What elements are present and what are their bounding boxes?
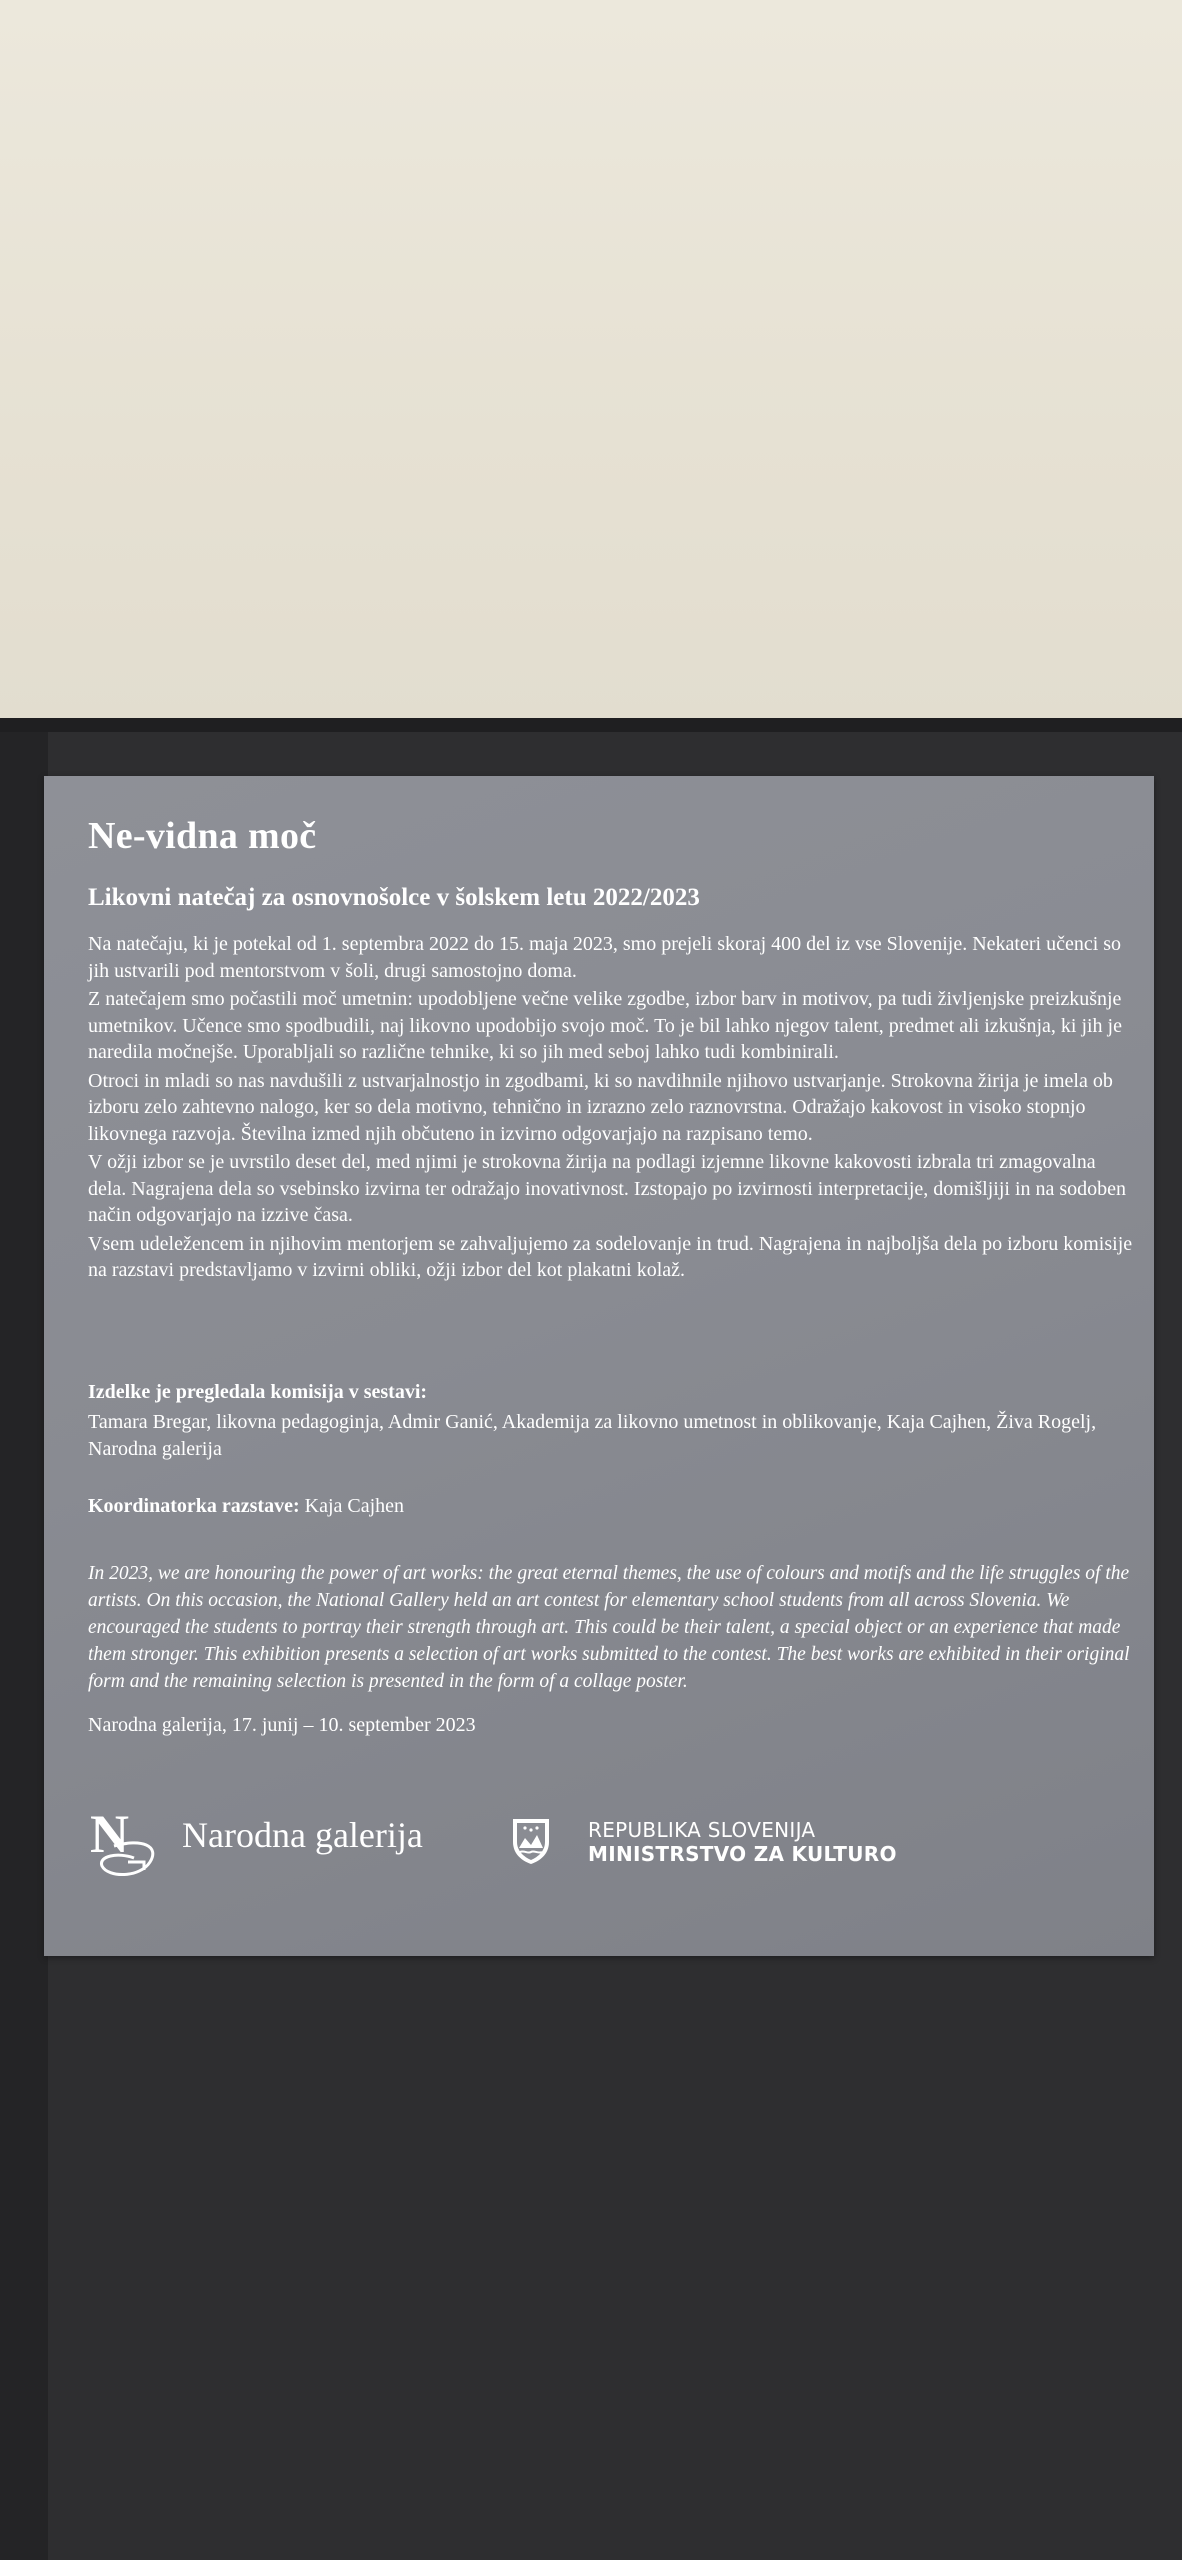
committee-heading: Izdelke je pregledala komisija v sestavi: [88,1381,428,1403]
coordinator-name: Kaja Cajhen [304,1495,405,1517]
logo-ng-name: Narodna galerija [182,1815,423,1855]
coordinator-label: Koordinatorka razstave: [88,1495,300,1517]
narodna-galerija-logo-icon [84,1802,170,1884]
board-edge [0,718,48,2560]
committee-members: Tamara Bregar, likovna pedagoginja, Admir Ganić, Akademija za likovno umetnost in oblikovanje, Kaja Cajhen, Živa Rogelj, Narodna galerija [88,1411,1097,1460]
paragraph: Na natečaju, ki je potekal od 1. septembra 2022 do 15. maja 2023, smo prejeli skoraj 400 del iz vse Slovenije. Nekateri učenci so jih ustvarili pod mentorstvom v šoli, drugi samostojno doma. [88,933,1122,982]
paragraph: Otroci in mladi so nas navdušili z ustvarjalnostjo in zgodbami, ki so navdihnile njihovo ustvarjanje. Strokovna žirija je imela ob izboru zelo zahtevno nalogo, ker so dela motivno, tehnično in izrazno zelo raznovrstna. Odražajo kakovost in visoko stopnjo likovnega razvoja. Številna izmed njih občuteno in izvirno odgovarjajo na razpisano temo. [88,1069,1113,1145]
coordinator [88,1495,404,1518]
sign-title: Ne-vidna moč [88,815,317,857]
board-top-edge [0,718,1182,732]
english-text: In 2023, we are honouring the power of art works: the great eternal themes, the use of colours and motifs and the life struggles of the artists. On this occasion, the National Gallery held an art contest for elementary school students from all across Slovenia. We encouraged the students to portray their strength through art. This could be their talent, a special object or an experience that made them stronger. This exhibition presents a selection of art works submitted to the contest. The best works are exhibited in their original form and the remaining selection is presented in the form of a collage poster. [88,1563,1130,1692]
wall [0,0,1182,725]
paragraph: Z natečajem smo počastili moč umetnin: upodobljene večne velike zgodbe, izbor barv in motivov, pa tudi življenjske preizkušnje umetnikov. Učence smo spodbudili, naj likovno upodobijo svojo moč. To je bil lahko njegov talent, predmet ali izkušnja, ki jih je naredila močnejše. Uporabljali so različne tehnike, ki so jih med seboj lahko tudi kombinirali. [88,988,1122,1063]
ministry-line-1: REPUBLIKA SLOVENIJA [588,1818,816,1842]
slovenia-crest-icon [510,1816,552,1866]
sign-subtitle: Likovni natečaj za osnovnošolce v šolskem letu 2022/2023 [88,884,700,911]
paragraph: Vsem udeležencem in njihovim mentorjem se zahvaljujemo za sodelovanje in trud. Nagrajena in najboljša dela po izboru komisije na razstavi predstavljamo v izvirni obliki, ožji izbor del kot plakatni kolaž. [88,1232,1133,1281]
paragraph: V ožji izbor se je uvrstilo deset del, med njimi je strokovna žirija na podlagi izjemne likovne kakovosti izbrala tri zmagovalna dela. Nagrajena dela so vsebinsko izvirna ter odražajo inovativnost. Izstopajo po izvirnosti interpretacije, domišljiji in na sodoben način odgovarjajo na izzive časa. [88,1151,1127,1226]
sign-body [88,931,1138,1286]
english-summary [88,1560,1148,1695]
svg-text:N: N [90,1804,129,1864]
info-panel [44,776,1154,1956]
ministry-logo-text [588,1818,897,1866]
ministry-line-2: MINISTRSTVO ZA KULTURO [588,1842,897,1866]
exhibition-dates: Narodna galerija, 17. junij – 10. september 2023 [88,1714,476,1736]
